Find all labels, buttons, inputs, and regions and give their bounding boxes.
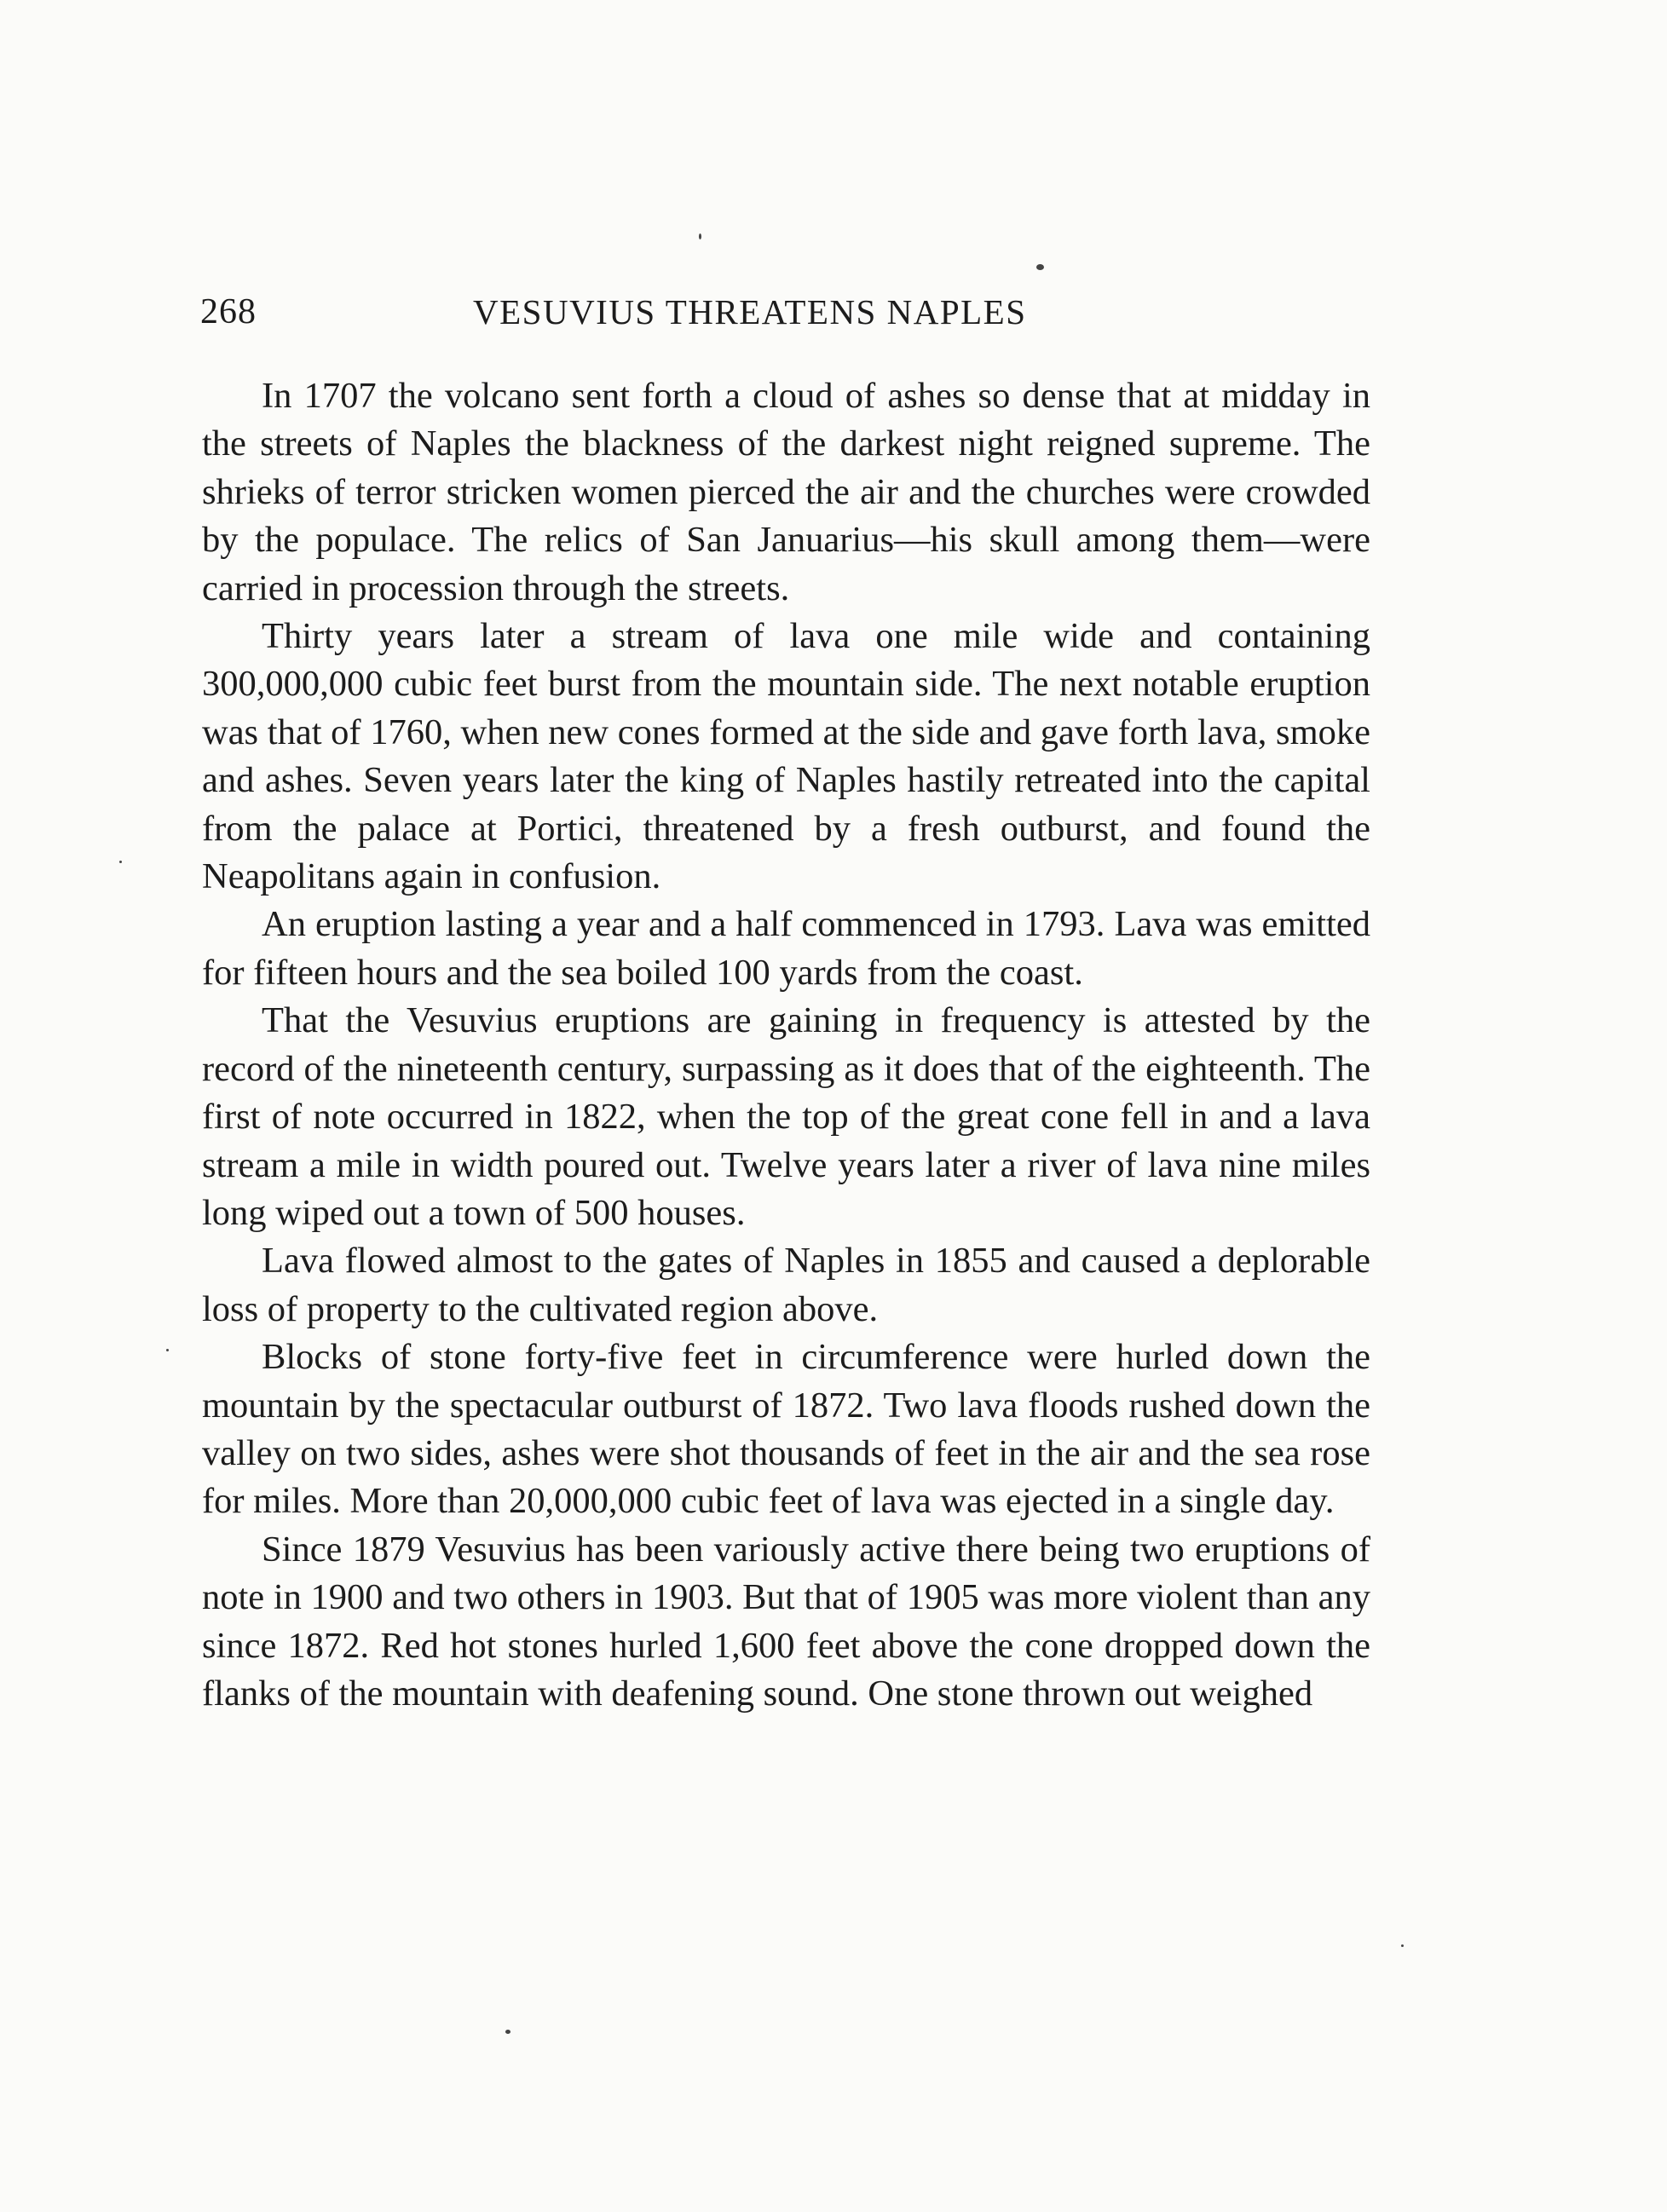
- body-text: [202, 372, 1370, 1718]
- ink-speck: [699, 233, 701, 239]
- paragraph-lava-stream-1760: Thirty years later a stream of lava one mile wide and containing 300,000,000 cubic feet burst from the mountain side. The next notable eruption was that of 1760, when new cones formed at the side and gave forth lava, smoke and ashes. Seven years later the king of Naples hastily retreated into the capital from the palace at Portici, threatened by a fresh outburst, and found the Neapolitans again in confusion.: [202, 616, 1370, 897]
- ink-speck: [166, 1349, 169, 1351]
- page-number: 268: [200, 292, 257, 331]
- paragraph-nineteenth-century: That the Vesuvius eruptions are gaining in frequency is attested by the record of the nineteenth century, surpassing as it does that of the eighteenth. The first of note occurred in 1822, when the top of the great cone fell in and a lava stream a mile in width poured out. Twelve years later a river of lava nine miles long wiped out a town of 500 houses.: [202, 1000, 1370, 1233]
- paragraph-1872-outburst: Blocks of stone forty-five feet in circumference were hurled down the mountain by the spectacular outburst of 1872. Two lava floods rushed down the valley on two sides, ashes were shot thousands of feet in the air and the sea rose for miles. More than 20,000,000 cubic feet of lava was ejected in a single day.: [202, 1337, 1370, 1522]
- paragraph-1793-eruption: An eruption lasting a year and a half commenced in 1793. Lava was emitted for fifteen hours and the sea boiled 100 yards from the coast.: [202, 904, 1370, 993]
- ink-speck: [505, 2030, 510, 2034]
- ink-speck: [1401, 1944, 1404, 1947]
- ink-speck: [1036, 264, 1044, 270]
- ink-speck: [119, 861, 122, 863]
- running-head: [200, 286, 1168, 337]
- paragraph-1855-lava-flow: Lava flowed almost to the gates of Naples in 1855 and caused a deplorable loss of property to the cultivated region above.: [202, 1241, 1370, 1329]
- paragraph-1707-ash-cloud: In 1707 the volcano sent forth a cloud of ashes so dense that at midday in the streets of Naples the blackness of the darkest night reigned supreme. The shrieks of terror stricken women pierced the air and the churches were crowded by the populace. The relics of San Januarius—his skull among them—were carried in procession through the streets.: [202, 376, 1370, 608]
- paragraph-since-1879: Since 1879 Vesuvius has been variously active there being two eruptions of note in 1900 and two others in 1903. But that of 1905 was more violent than any since 1872. Red hot stones hurled 1,600 feet above the cone dropped down the flanks of the mountain with deafening sound. One stone thrown out weighed: [202, 1529, 1370, 1714]
- running-title: VESUVIUS THREATENS NAPLES: [473, 292, 1027, 331]
